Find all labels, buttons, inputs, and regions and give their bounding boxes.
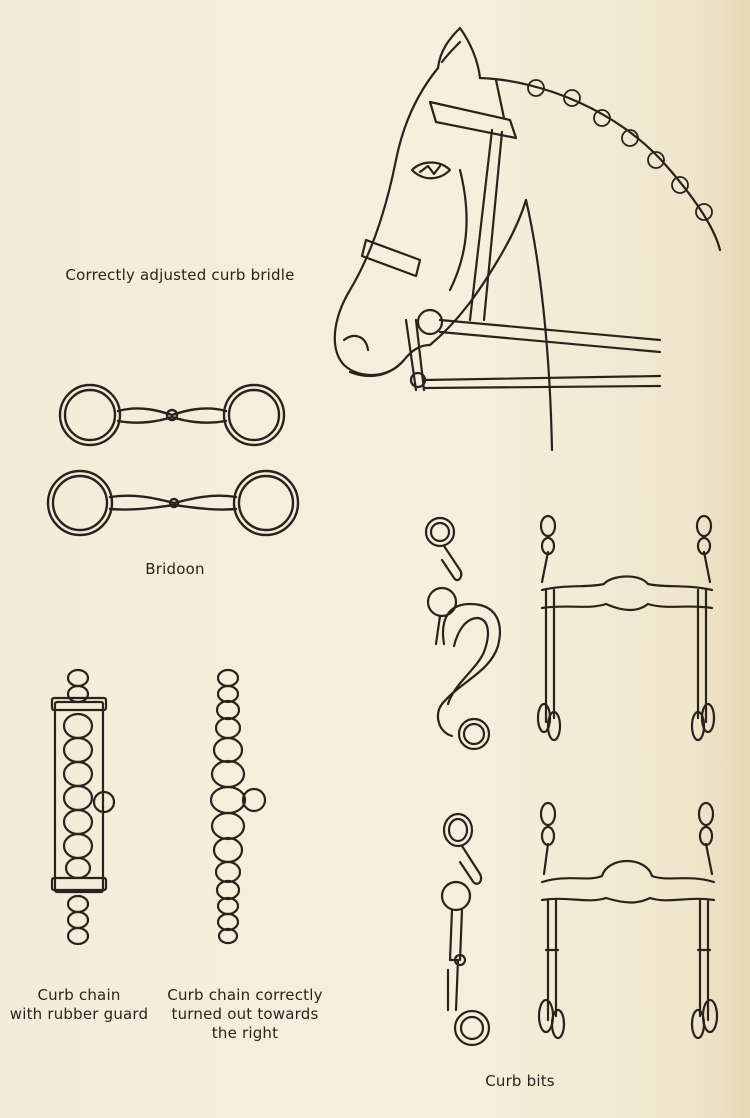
curb-chain-turned-illustration (196, 668, 276, 948)
caption-curb-bits: Curb bits (485, 1072, 555, 1090)
curb-bit-side-view-lower (424, 810, 514, 1050)
caption-curb-chain-turned: Curb chain correctly turned out towards the right (167, 986, 323, 1042)
caption-bridoon: Bridoon (145, 560, 205, 578)
horse-head-bridle-illustration (320, 20, 740, 460)
curb-bit-front-view-lower (528, 800, 728, 1050)
caption-curb-bridle: Correctly adjusted curb bridle (65, 266, 295, 284)
curb-chain-rubber-guard-illustration (50, 668, 120, 948)
curb-bit-front-view-upper (528, 512, 728, 748)
curb-bit-side-view-upper (420, 512, 520, 752)
caption-curb-chain-rubber-guard: Curb chain with rubber guard (9, 986, 149, 1023)
bridoon-illustration (40, 375, 310, 545)
